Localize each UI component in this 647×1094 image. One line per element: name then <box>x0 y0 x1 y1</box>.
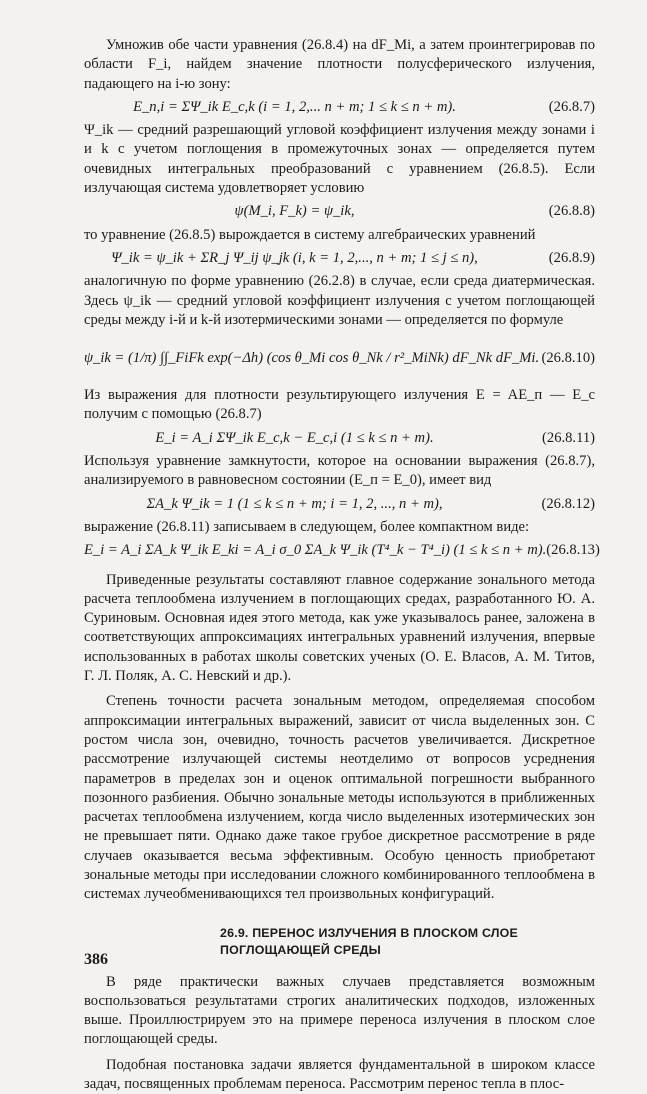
equation-26-8-8 <box>84 202 595 221</box>
equation-formula: E_п,i = ΣΨ_ik E_с,k (i = 1, 2,... n + m; 1 ≤ k ≤ n + m). <box>133 98 456 115</box>
equation-26-8-9 <box>84 249 595 268</box>
page-number: 386 <box>84 951 108 968</box>
equation-formula: E_i = A_i ΣA_k Ψ_ik E_ki = A_i σ_0 ΣA_k Ψ_ik (T⁴_k − T⁴_i) (1 ≤ k ≤ n + m). <box>84 542 547 559</box>
equation-formula: ψ_ik = (1/π) ∫∫_FiFk exp(−Δh) (cos θ_Mi cos θ_Nk / r²_MiNk) dF_Nk dF_Mi. <box>84 349 540 366</box>
equation-number: (26.8.12) <box>541 495 595 512</box>
section-heading-line-2: ПОГЛОЩАЮЩЕЙ СРЕДЫ <box>220 942 382 957</box>
equation-number: (26.8.11) <box>542 429 595 446</box>
equation-formula: ΣA_k Ψ_ik = 1 (1 ≤ k ≤ n + m; i = 1, 2, ..., n + m), <box>146 495 443 512</box>
equation-formula: ψ(M_i, F_k) = ψ_ik, <box>234 203 355 220</box>
equation-26-8-12 <box>84 495 595 514</box>
paragraph-8: Приведенные результаты составляют главное содержание зонального метода расчета теплообмена излучением в поглощающих средах, разработанного Ю. А. Суриновым. Основная идея этого метода, как уже указывалось ранее, заложена в соответствующих аппроксимациях интегральных уравнений излучения, впервые использованных в работах школы советских ученых (О. Е. Власов, А. М. Титов, Г. Л. Поляк, А. С. Невский и др.). <box>84 571 595 685</box>
paragraph-11: Подобная постановка задачи является фундаментальной в широком классе задач, посвященных проблемам переноса. Рассмотрим перенос тепла в плос- <box>84 1056 595 1093</box>
paragraph-3: то уравнение (26.8.5) вырождается в систему алгебраических уравнений <box>84 226 536 243</box>
section-heading <box>220 925 595 959</box>
paragraph-6: Используя уравнение замкнутости, которое на основании выражения (26.8.7), анализируемого в равновесном состоянии (E_п = E_0), имеет вид <box>84 453 595 489</box>
paragraph-7: выражение (26.8.11) записываем в следующем, более компактном виде: <box>84 518 530 535</box>
paragraph-9: Степень точности расчета зональным методом, определяемая способом аппроксимации интегральных выражений, зависит от числа выделенных зон. С ростом числа зон, очевидно, точность расчетов увеличивается. Дискретное рассмотрение излучающей системы неотделимо от вопросов усреднения параметров в пределах зон и оценок оптимальной погрешности выбранного позонного разбиения. Обычно зональные методы используются в приближенных расчетах теплообмена излучением, когда число выделенных изотермических зон не превышает пяти. Однако даже такое грубое дискретное рассмотрение в ряде случаев оказывается весьма эффективным. Особую ценность приобретают зональные методы при исследовании сложного комбинированного теплообмена в системах лучеобменивающихся тел произвольных конфигураций. <box>84 693 595 903</box>
paragraph-2: Ψ_ik — средний разрешающий угловой коэффициент излучения между зонами i и k с учетом поглощения в промежуточных зонах — определяется путем очевидных интегральных преобразований с уравнением (26.8.5). Если излучающая система удовлетворяет условию <box>84 122 595 197</box>
equation-formula: Ψ_ik = ψ_ik + ΣR_j Ψ_ij ψ_jk (i, k = 1, 2,..., n + m; 1 ≤ j ≤ n), <box>111 249 478 266</box>
equation-26-8-13 <box>84 541 600 560</box>
equation-number: (26.8.7) <box>548 98 595 115</box>
paragraph-10: В ряде практически важных случаев представляется возможным воспользоваться результатами строгих аналитических подходов, изложенных выше. Проиллюстрируем это на примере переноса излучения в плоском слое поглощающей среды. <box>84 973 595 1048</box>
paragraph-1: Умножив обе части уравнения (26.8.4) на dF_Mi, а затем проинтегрировав по области F_i, найдем значение плотности полусферического излучения, падающего на i-ю зону: <box>84 37 595 92</box>
equation-26-8-7 <box>84 98 595 117</box>
equation-26-8-11 <box>84 429 595 448</box>
equation-formula: E_i = A_i ΣΨ_ik E_с,k − E_с,i (1 ≤ k ≤ n + m). <box>155 429 434 446</box>
section-heading-line-1: 26.9. ПЕРЕНОС ИЗЛУЧЕНИЯ В ПЛОСКОМ СЛОЕ <box>220 925 518 940</box>
equation-number: (26.8.8) <box>548 203 595 220</box>
equation-26-8-10 <box>84 338 595 378</box>
equation-number: (26.8.9) <box>548 249 595 266</box>
equation-number: (26.8.10) <box>541 349 595 366</box>
equation-number: (26.8.13) <box>546 542 600 559</box>
paragraph-5: Из выражения для плотности результирующего излучения E = AE_п — E_с получим с помощью (26.8.7) <box>84 387 595 423</box>
paragraph-4: аналогичную по форме уравнению (26.2.8) в случае, если среда диатермическая. Здесь ψ_ik — средний угловой коэффициент излучения с учетом поглощающей среды между i-й и k-й изотермическими зонами — определяется по формуле <box>84 273 595 328</box>
